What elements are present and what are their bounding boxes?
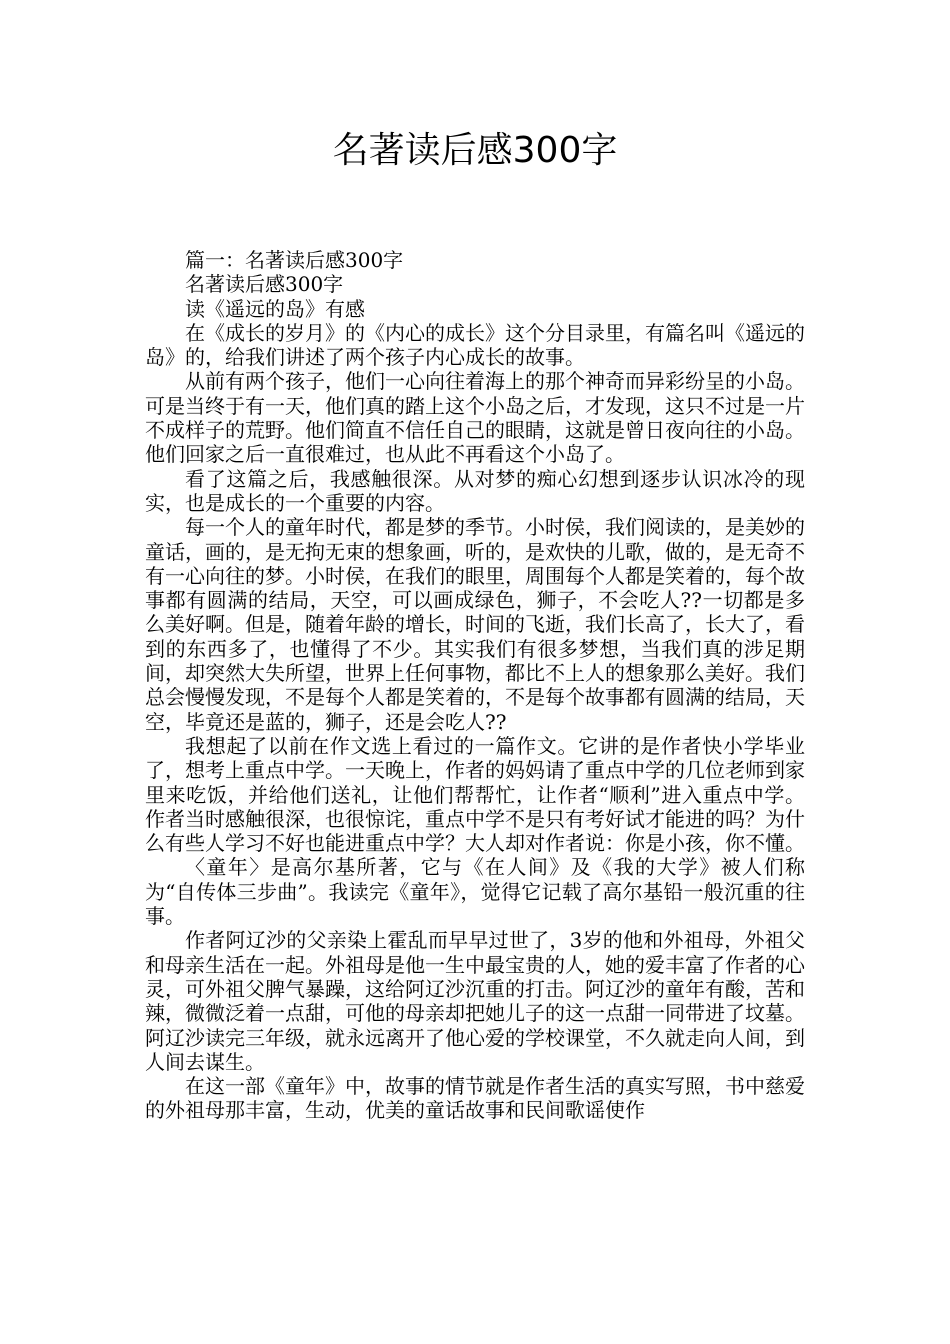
paragraph-subtitle: 名著读后感300字 bbox=[185, 272, 344, 297]
paragraph: 在这一部《童年》中，故事的情节就是作者生活的真实写照，书中慈爱的外祖母那丰富，生动，优美的童话故事和民间歌谣使作 bbox=[145, 1074, 805, 1123]
paragraph: 每一个人的童年时代，都是梦的季节。小时侯，我们阅读的，是美妙的童话，画的，是无拘无束的想象画，听的，是欢快的儿歌，做的，是无奇不有一心向往的梦。小时侯，在我们的眼里，周围每个人都是笑着的，每个故事都有圆满的结局，天空，可以画成绿色，狮子，不会吃人??一切都是多么美好啊。但是，随着年龄的增长，时间的飞逝，我们长高了，长大了，看到的东西多了，也懂得了不少。其实我们有很多梦想，当我们真的涉足期间，却突然大失所望，世界上任何事物，都比不上人的想象那么美好。我们总会慢慢发现，不是每个人都是笑着的，不是每个故事都有圆满的结局，天空，毕竟还是蓝的，狮子，还是会吃人?? bbox=[145, 515, 805, 734]
paragraph-essay-title: 读《遥远的岛》有感 bbox=[185, 296, 365, 321]
paragraph: 在《成长的岁月》的《内心的成长》这个分目录里，有篇名叫《遥远的岛》的，给我们讲述了两个孩子内心成长的故事。 bbox=[145, 320, 805, 370]
paragraph-heading: 篇一：名著读后感300字 bbox=[185, 248, 404, 272]
paragraph: 我想起了以前在作文选上看过的一篇作文。它讲的是作者快小学毕业了，想考上重点中学。一天晚上，作者的妈妈请了重点中学的几位老师到家里来吃饭，并给他们送礼，让他们帮帮忙，让作者“顺利”进入重点中学。作者当时感触很深，也很惊诧，重点中学不是只有考好试才能进的吗？为什么有些人学习不好也能进重点中学？大人却对作者说：你是小孩，你不懂。 bbox=[145, 733, 805, 856]
paragraph: 〈童年〉是高尔基所著，它与《在人间》及《我的大学》被人们称为“自传体三步曲”。我读完《童年》，觉得它记载了高尔基铅一般沉重的往事。 bbox=[145, 855, 805, 929]
document-title: 名著读后感300字 bbox=[332, 130, 618, 171]
document-body bbox=[145, 248, 805, 1123]
paragraph: 看了这篇之后，我感触很深。从对梦的痴心幻想到逐步认识冰冷的现实，也是成长的一个重要的内容。 bbox=[145, 466, 805, 515]
paragraph: 作者阿辽沙的父亲染上霍乱而早早过世了，3岁的他和外祖母，外祖父和母亲生活在一起。外祖母是他一生中最宝贵的人，她的爱丰富了作者的心灵，可外祖父脾气暴躁，这给阿辽沙沉重的打击。阿辽沙的童年有酸，苦和辣，微微泛着一点甜，可他的母亲却把她儿子的这一点甜一同带进了坟墓。阿辽沙读完三年级，就永远离开了他心爱的学校课堂，不久就走向人间，到人间去谋生。 bbox=[145, 928, 805, 1074]
paragraph: 从前有两个孩子，他们一心向往着海上的那个神奇而异彩纷呈的小岛。可是当终于有一天，他们真的踏上这个小岛之后，才发现，这只不过是一片不成样子的荒野。他们简直不信任自己的眼睛，这就是曾日夜向往的小岛。他们回家之后一直很难过，也从此不再看这个小岛了。 bbox=[145, 369, 805, 467]
